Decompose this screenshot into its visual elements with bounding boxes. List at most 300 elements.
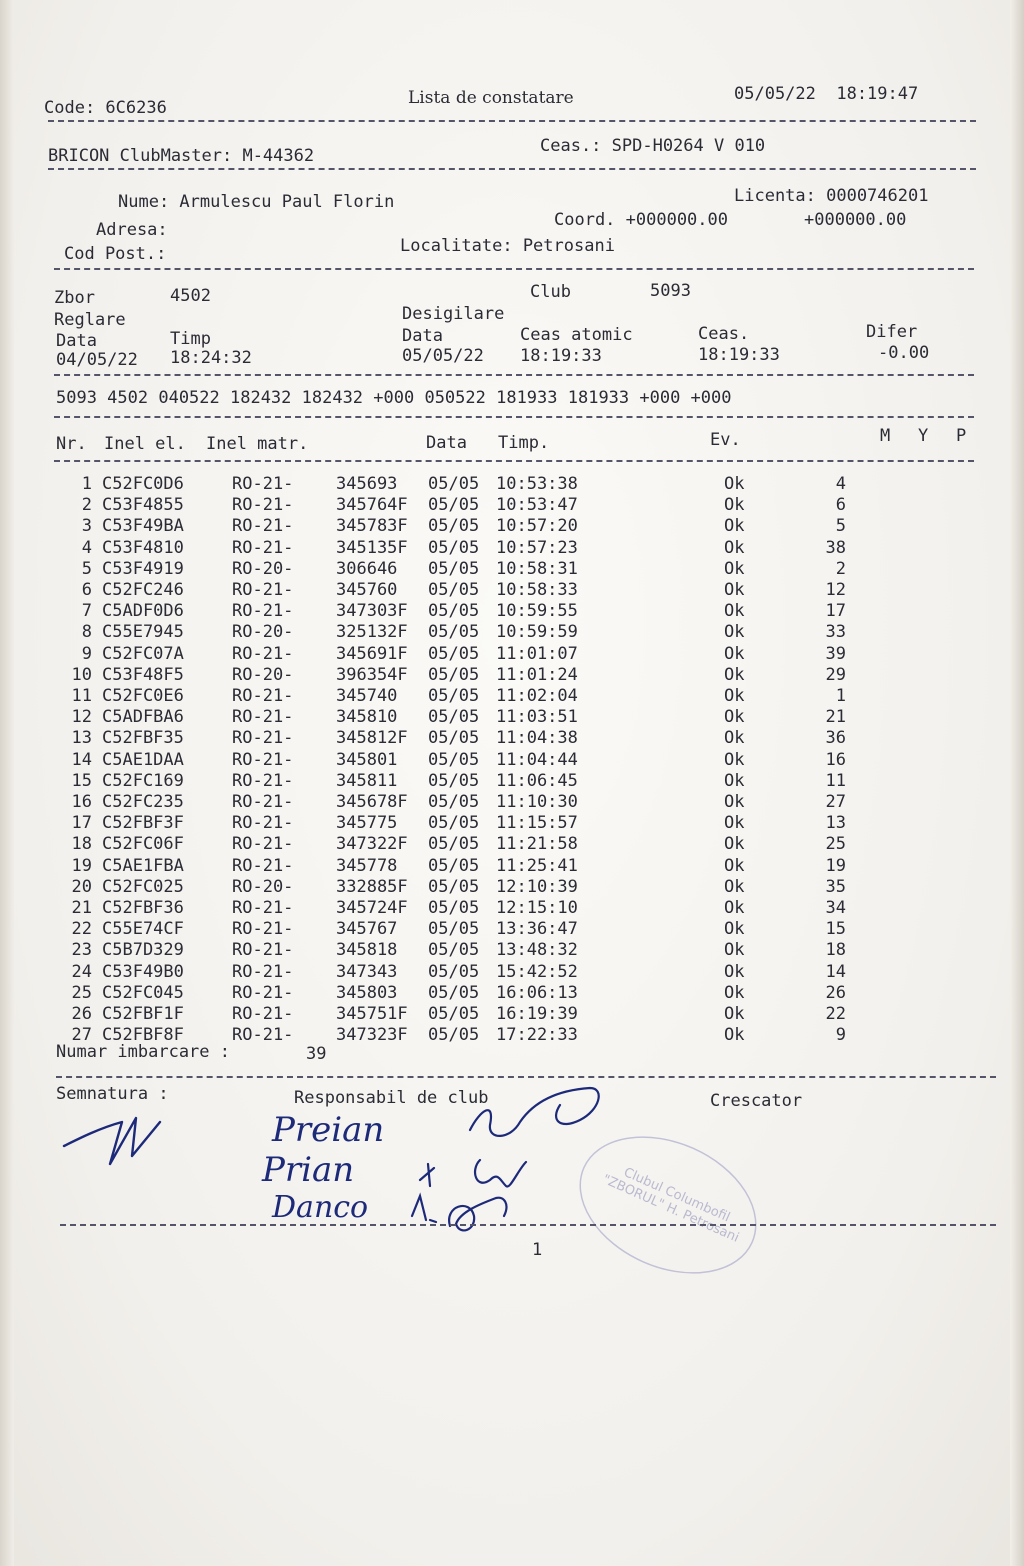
col-m-header: M [880,426,891,446]
cell-el: C53F48F5 [102,664,184,685]
desig-data: 05/05/22 [402,346,484,366]
divider [54,416,974,418]
cell-time: 10:57:20 [496,516,578,537]
col-data-header: Data [426,433,467,453]
code-text: Code: 6C6236 [44,98,167,118]
cell-time: 13:36:47 [496,919,578,940]
divider [48,168,976,170]
cell-num: 345801 [336,749,398,770]
col-nr-header: Nr. [56,434,87,454]
cell-num: 345810 [336,707,398,728]
cell-data: 05/05 [428,749,480,770]
cell-pre: RO-20- [232,664,294,685]
cell-num: 345811 [336,770,398,791]
table-row [0,538,1024,559]
table-row [0,877,1024,898]
cell-el: C53F4919 [102,558,184,579]
numar-imbarcare-label: Numar imbarcare : [56,1042,230,1062]
cell-time: 11:01:07 [496,643,578,664]
cell-nr: 20 [71,876,92,897]
cell-nr: 23 [71,940,92,961]
licenta-text: Licenta: 0000746201 [734,186,929,206]
cell-ev: Ok [724,728,745,749]
cell-ev: Ok [724,495,745,516]
cell-num: 306646 [336,558,398,579]
table-row [0,834,1024,855]
cell-pre: RO-21- [232,707,294,728]
cell-num: 345691F [336,643,408,664]
cell-pre: RO-21- [232,919,294,940]
cell-ev: Ok [724,770,745,791]
handwritten-name-1: Preian [272,1110,385,1150]
cell-el: C52FC235 [102,792,184,812]
cell-pos: 25 [825,834,846,855]
cell-data: 05/05 [428,770,480,791]
reglare-data: 04/05/22 [56,350,138,370]
cell-time: 11:06:45 [496,770,578,791]
cell-ev: Ok [724,474,745,494]
cell-el: C52FBF36 [102,898,184,918]
cell-pre: RO-21- [232,728,294,749]
cell-time: 10:53:38 [496,474,578,494]
cell-data: 05/05 [428,474,480,494]
cell-num: 345775 [336,813,398,834]
cell-el: C52FBF1F [102,1004,184,1024]
cell-data: 05/05 [428,982,480,1003]
cell-num: 347303F [336,601,408,622]
cell-nr: 7 [81,601,92,622]
cell-num: 347322F [336,834,408,855]
cell-nr: 11 [71,686,92,706]
col-timp-header: Timp. [498,433,550,453]
cell-nr: 17 [71,813,92,834]
cell-nr: 14 [71,749,92,770]
col-inel-matr-header: Inel matr. [206,434,309,454]
zbor-value: 4502 [170,286,211,306]
table-row [0,707,1024,728]
cell-pre: RO-21- [232,961,294,982]
table-row [0,750,1024,771]
cell-time: 11:25:41 [496,855,578,876]
table-row [0,474,1024,495]
cell-num: 345724F [336,898,408,918]
responsabil-label: Responsabil de club [294,1088,489,1108]
reglare-timp: 18:24:32 [170,348,252,368]
cell-nr: 2 [81,495,92,516]
cell-pos: 27 [825,792,846,812]
cell-pre: RO-21- [232,516,294,537]
table-row [0,580,1024,601]
cell-data: 05/05 [428,537,480,558]
table-row [0,665,1024,686]
cell-el: C5B7D329 [102,940,184,961]
ceas-atomic-label: Ceas atomic [520,325,633,345]
cell-el: C5AE1DAA [102,749,184,770]
cell-pos: 29 [825,664,846,685]
handwritten-name-3: Danco [272,1190,369,1225]
print-datetime: 05/05/22 18:19:47 [734,84,919,104]
cell-nr: 13 [71,728,92,749]
table-row [0,728,1024,749]
table-row [0,559,1024,580]
cell-ev: Ok [724,601,745,622]
cell-pre: RO-21- [232,749,294,770]
handwritten-name-2: Prian [262,1150,355,1190]
cell-pre: RO-20- [232,558,294,579]
cell-data: 05/05 [428,495,480,516]
semnatura-label: Semnatura : [56,1084,169,1104]
divider [60,1224,996,1226]
table-row [0,919,1024,940]
table-row [0,601,1024,622]
localitate-text: Localitate: Petrosani [400,236,615,256]
cell-pos: 33 [825,622,846,643]
table-row [0,622,1024,643]
cell-nr: 16 [71,792,92,812]
reglare-label: Reglare [54,310,126,330]
cell-time: 15:42:52 [496,961,578,982]
cell-data: 05/05 [428,813,480,834]
cell-time: 16:06:13 [496,982,578,1003]
cell-nr: 24 [71,961,92,982]
col-p-header: P [956,426,967,446]
cell-ev: Ok [724,940,745,961]
cell-num: 345693 [336,474,398,494]
cell-ev: Ok [724,898,745,918]
cell-pre: RO-21- [232,495,294,516]
cell-el: C52FC169 [102,770,184,791]
table-row [0,813,1024,834]
cell-num: 345764F [336,495,408,516]
cell-time: 11:04:38 [496,728,578,749]
cell-pos: 11 [825,770,846,791]
cell-ev: Ok [724,961,745,982]
clubmaster-text: BRICON ClubMaster: M-44362 [48,146,315,166]
cell-pre: RO-21- [232,898,294,918]
ceas-label: Ceas. [698,324,750,344]
cell-pre: RO-20- [232,876,294,897]
cell-data: 05/05 [428,961,480,982]
page-number: 1 [532,1240,543,1260]
coord2-text: +000000.00 [804,210,907,230]
cell-time: 10:59:59 [496,622,578,643]
cell-pre: RO-21- [232,474,294,494]
cell-data: 05/05 [428,707,480,728]
cell-ev: Ok [724,664,745,685]
cell-pre: RO-21- [232,580,294,600]
cell-ev: Ok [724,537,745,558]
cell-data: 05/05 [428,643,480,664]
cell-ev: Ok [724,982,745,1003]
cell-data: 05/05 [428,601,480,622]
cell-pos: 18 [825,940,846,961]
cell-pos: 38 [825,537,846,558]
table-row [0,1004,1024,1025]
cell-el: C52FBF35 [102,728,184,749]
cell-pre: RO-21- [232,643,294,664]
cell-data: 05/05 [428,1004,480,1024]
table-row [0,771,1024,792]
cell-nr: 12 [71,707,92,728]
cell-nr: 4 [81,537,92,558]
cell-ev: Ok [724,749,745,770]
cell-pos: 35 [825,876,846,897]
cell-time: 11:03:51 [496,707,578,728]
cell-el: C52FBF8F [102,1025,184,1046]
cell-nr: 15 [71,770,92,791]
cell-num: 347323F [336,1025,408,1046]
club-value: 5093 [650,281,691,301]
cell-el: C5ADF0D6 [102,601,184,622]
cell-nr: 8 [81,622,92,643]
cell-pre: RO-21- [232,855,294,876]
cell-time: 11:04:44 [496,749,578,770]
cell-pos: 39 [825,643,846,664]
code-line: 5093 4502 040522 182432 182432 +000 050522 181933 181933 +000 +000 [56,388,732,408]
table-row [0,516,1024,537]
table-row [0,962,1024,983]
cell-num: 332885F [336,876,408,897]
timp-label: Timp [170,329,211,349]
cell-pos: 26 [825,982,846,1003]
cell-num: 345778 [336,855,398,876]
stamp-text: Clubul Columbofil "ZBORUL" H. Petrosani [600,1165,742,1246]
cell-ev: Ok [724,919,745,940]
table-row [0,495,1024,516]
cell-nr: 3 [81,516,92,537]
cell-time: 11:01:24 [496,664,578,685]
cell-el: C53F4810 [102,537,184,558]
adresa-label: Adresa: [96,220,168,240]
divider [54,374,974,376]
cell-pre: RO-21- [232,834,294,855]
cell-nr: 27 [71,1025,92,1046]
cell-data: 05/05 [428,876,480,897]
cell-nr: 22 [71,919,92,940]
col-inel-el-header: Inel el. [104,434,186,454]
cell-ev: Ok [724,855,745,876]
cell-pos: 6 [835,495,846,516]
table-row [0,940,1024,961]
cell-pre: RO-21- [232,1025,294,1046]
cell-pos: 16 [825,749,846,770]
data-label: Data [56,331,97,351]
cell-nr: 5 [81,558,92,579]
cell-time: 10:53:47 [496,495,578,516]
cell-data: 05/05 [428,855,480,876]
cell-pos: 34 [825,898,846,918]
ceas-text: Ceas.: SPD-H0264 V 010 [540,136,766,156]
desig-ceas: 18:19:33 [698,345,780,365]
cell-ev: Ok [724,834,745,855]
cell-pre: RO-21- [232,792,294,812]
cell-ev: Ok [724,707,745,728]
cell-el: C55E7945 [102,622,184,643]
cell-pos: 5 [835,516,846,537]
cod-post-label: Cod Post.: [64,244,167,264]
crescator-label: Crescator [710,1091,803,1111]
col-y-header: Y [918,426,929,446]
cell-num: 345818 [336,940,398,961]
cell-time: 17:22:33 [496,1025,578,1046]
desig-ceas-atomic: 18:19:33 [520,346,602,366]
cell-el: C52FC06F [102,834,184,855]
cell-ev: Ok [724,516,745,537]
cell-pre: RO-21- [232,770,294,791]
owner-name: Nume: Armulescu Paul Florin [118,192,395,212]
cell-time: 10:57:23 [496,537,578,558]
cell-el: C52FC246 [102,580,184,600]
cell-ev: Ok [724,813,745,834]
cell-pos: 22 [825,1004,846,1024]
cell-data: 05/05 [428,940,480,961]
cell-ev: Ok [724,643,745,664]
cell-num: 345760 [336,580,398,600]
cell-data: 05/05 [428,664,480,685]
numar-imbarcare-value: 39 [306,1044,327,1064]
cell-data: 05/05 [428,558,480,579]
cell-data: 05/05 [428,898,480,918]
cell-ev: Ok [724,1004,745,1024]
cell-el: C53F49B0 [102,961,184,982]
cell-time: 12:15:10 [496,898,578,918]
cell-nr: 18 [71,834,92,855]
cell-data: 05/05 [428,834,480,855]
cell-nr: 6 [81,580,92,600]
cell-nr: 26 [71,1004,92,1024]
cell-el: C53F49BA [102,516,184,537]
divider [56,1076,996,1078]
cell-pos: 1 [835,686,846,706]
cell-time: 11:02:04 [496,686,578,706]
table-row [0,856,1024,877]
cell-num: 345751F [336,1004,408,1024]
cell-pos: 13 [825,813,846,834]
coord-text: Coord. +000000.00 [554,210,728,230]
cell-pos: 9 [835,1025,846,1046]
cell-num: 345678F [336,792,408,812]
cell-nr: 9 [81,643,92,664]
cell-nr: 19 [71,855,92,876]
cell-el: C5AE1FBA [102,855,184,876]
cell-num: 345803 [336,982,398,1003]
cell-pre: RO-20- [232,622,294,643]
table-row [0,792,1024,813]
cell-pos: 36 [825,728,846,749]
difer-value: -0.00 [878,343,930,363]
cell-pos: 19 [825,855,846,876]
cell-pos: 15 [825,919,846,940]
cell-time: 12:10:39 [496,876,578,897]
cell-num: 347343 [336,961,398,982]
cell-nr: 25 [71,982,92,1003]
cell-pre: RO-21- [232,1004,294,1024]
document-title: Lista de constatare [408,88,574,108]
cell-time: 11:10:30 [496,792,578,812]
signature-club-3 [400,1186,530,1246]
cell-data: 05/05 [428,1025,480,1046]
cell-data: 05/05 [428,622,480,643]
cell-num: 345740 [336,686,398,706]
cell-pos: 21 [825,707,846,728]
cell-time: 10:59:55 [496,601,578,622]
cell-num: 345135F [336,537,408,558]
cell-ev: Ok [724,622,745,643]
cell-el: C52FC045 [102,982,184,1003]
cell-num: 396354F [336,664,408,685]
cell-pos: 12 [825,580,846,600]
cell-pre: RO-21- [232,601,294,622]
cell-time: 10:58:31 [496,558,578,579]
cell-time: 10:58:33 [496,580,578,600]
cell-data: 05/05 [428,516,480,537]
cell-num: 345812F [336,728,408,749]
table-row [0,983,1024,1004]
cell-num: 345783F [336,516,408,537]
cell-pos: 4 [835,474,846,494]
cell-pos: 2 [835,558,846,579]
cell-el: C52FC0D6 [102,474,184,494]
cell-pre: RO-21- [232,940,294,961]
divider [54,268,974,270]
cell-pre: RO-21- [232,813,294,834]
cell-pos: 17 [825,601,846,622]
cell-pre: RO-21- [232,537,294,558]
cell-pre: RO-21- [232,982,294,1003]
table-row [0,686,1024,707]
cell-ev: Ok [724,876,745,897]
zbor-label: Zbor [54,288,95,308]
cell-time: 11:15:57 [496,813,578,834]
cell-num: 325132F [336,622,408,643]
cell-pre: RO-21- [232,686,294,706]
cell-el: C55E74CF [102,919,184,940]
cell-el: C52FC0E6 [102,686,184,706]
cell-data: 05/05 [428,792,480,812]
cell-data: 05/05 [428,580,480,600]
cell-time: 16:19:39 [496,1004,578,1024]
cell-el: C53F4855 [102,495,184,516]
cell-num: 345767 [336,919,398,940]
table-row [0,898,1024,919]
cell-ev: Ok [724,580,745,600]
cell-pos: 14 [825,961,846,982]
cell-ev: Ok [724,686,745,706]
divider [48,120,976,122]
signature-semnatura [60,1108,180,1168]
cell-time: 11:21:58 [496,834,578,855]
cell-data: 05/05 [428,686,480,706]
cell-ev: Ok [724,1025,745,1046]
cell-time: 13:48:32 [496,940,578,961]
desigilare-label: Desigilare [402,304,505,324]
cell-nr: 1 [81,474,92,494]
cell-ev: Ok [724,792,745,812]
table-row [0,644,1024,665]
cell-el: C5ADFBA6 [102,707,184,728]
cell-nr: 21 [71,898,92,918]
difer-label: Difer [866,322,918,342]
cell-data: 05/05 [428,919,480,940]
cell-el: C52FC025 [102,876,184,897]
cell-el: C52FC07A [102,643,184,664]
data2-label: Data [402,326,443,346]
cell-ev: Ok [724,558,745,579]
col-ev-header: Ev. [710,430,741,450]
cell-el: C52FBF3F [102,813,184,834]
cell-nr: 10 [71,664,92,685]
club-label: Club [530,282,571,302]
